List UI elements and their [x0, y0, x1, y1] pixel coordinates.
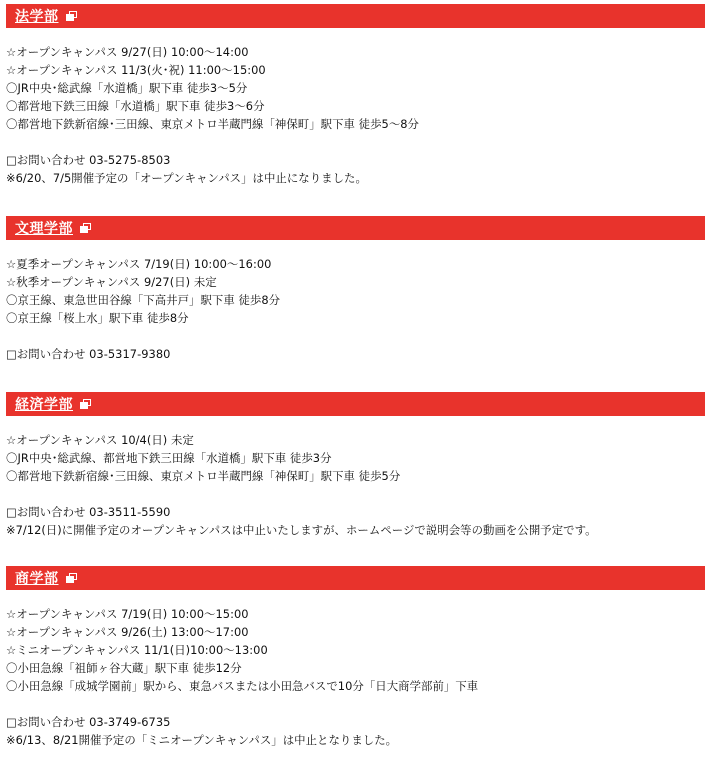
- event-line: ☆オープンキャンパス 9/26(土) 13:00〜17:00: [6, 625, 249, 639]
- section-header: [6, 392, 705, 416]
- section-title-link[interactable]: 経済学部: [15, 397, 73, 413]
- section-title-link[interactable]: 商学部: [15, 571, 59, 587]
- note-line: ※6/20、7/5開催予定の「オープンキャンパス」は中止になりました。: [6, 171, 367, 185]
- event-line: ☆ミニオープンキャンパス 11/1(日)10:00〜13:00: [6, 643, 268, 657]
- contact-line: □お問い合わせ 03-5317-9380: [6, 347, 171, 361]
- section-title-link[interactable]: 文理学部: [15, 221, 73, 237]
- external-link-icon[interactable]: [66, 573, 77, 584]
- contact-line: □お問い合わせ 03-5275-8503: [6, 153, 171, 167]
- access-line: 〇JR中央･総武線「水道橋」駅下車 徒歩3〜5分: [6, 81, 248, 95]
- access-line: 〇京王線、東急世田谷線「下高井戸」駅下車 徒歩8分: [6, 293, 281, 307]
- event-line: ☆オープンキャンパス 9/27(日) 10:00〜14:00: [6, 45, 249, 59]
- section-title-link[interactable]: 法学部: [15, 9, 59, 25]
- access-line: 〇都営地下鉄新宿線･三田線、東京メトロ半蔵門線「神保町」駅下車 徒歩5分: [6, 469, 401, 483]
- section-body: [0, 28, 711, 187]
- note-line: ※7/12(日)に開催予定のオープンキャンパスは中止いたしますが、ホームページで説明会等の動画を公開予定です。: [6, 523, 597, 537]
- access-line: 〇小田急線「祖師ヶ谷大蔵」駅下車 徒歩12分: [6, 661, 242, 675]
- access-line: 〇京王線「桜上水」駅下車 徒歩8分: [6, 311, 189, 325]
- note-line: ※6/13、8/21開催予定の「ミニオープンキャンパス」は中止となりました。: [6, 733, 398, 747]
- section-humanities-sciences: [0, 216, 711, 363]
- section-body: [0, 590, 711, 749]
- event-line: ☆オープンキャンパス 10/4(日) 未定: [6, 433, 194, 447]
- external-link-icon[interactable]: [66, 11, 77, 22]
- section-law: [0, 4, 711, 187]
- external-link-icon[interactable]: [80, 399, 91, 410]
- contact-line: □お問い合わせ 03-3749-6735: [6, 715, 171, 729]
- section-header: [6, 4, 705, 28]
- section-body: [0, 416, 711, 539]
- section-header: [6, 566, 705, 590]
- access-line: 〇小田急線「成城学園前」駅から、東急バスまたは小田急バスで10分「日大商学部前」下車: [6, 679, 479, 693]
- contact-line: □お問い合わせ 03-3511-5590: [6, 505, 171, 519]
- external-link-icon[interactable]: [80, 223, 91, 234]
- access-line: 〇都営地下鉄新宿線･三田線、東京メトロ半蔵門線「神保町」駅下車 徒歩5〜8分: [6, 117, 419, 131]
- access-line: 〇JR中央･総武線、都営地下鉄三田線「水道橋」駅下車 徒歩3分: [6, 451, 332, 465]
- event-line: ☆オープンキャンパス 11/3(火･祝) 11:00〜15:00: [6, 63, 266, 77]
- event-line: ☆オープンキャンパス 7/19(日) 10:00〜15:00: [6, 607, 249, 621]
- section-body: [0, 240, 711, 363]
- event-line: ☆秋季オープンキャンパス 9/27(日) 未定: [6, 275, 217, 289]
- section-economics: [0, 392, 711, 539]
- section-commerce: [0, 566, 711, 749]
- access-line: 〇都営地下鉄三田線「水道橋」駅下車 徒歩3〜6分: [6, 99, 265, 113]
- section-header: [6, 216, 705, 240]
- event-line: ☆夏季オープンキャンパス 7/19(日) 10:00〜16:00: [6, 257, 272, 271]
